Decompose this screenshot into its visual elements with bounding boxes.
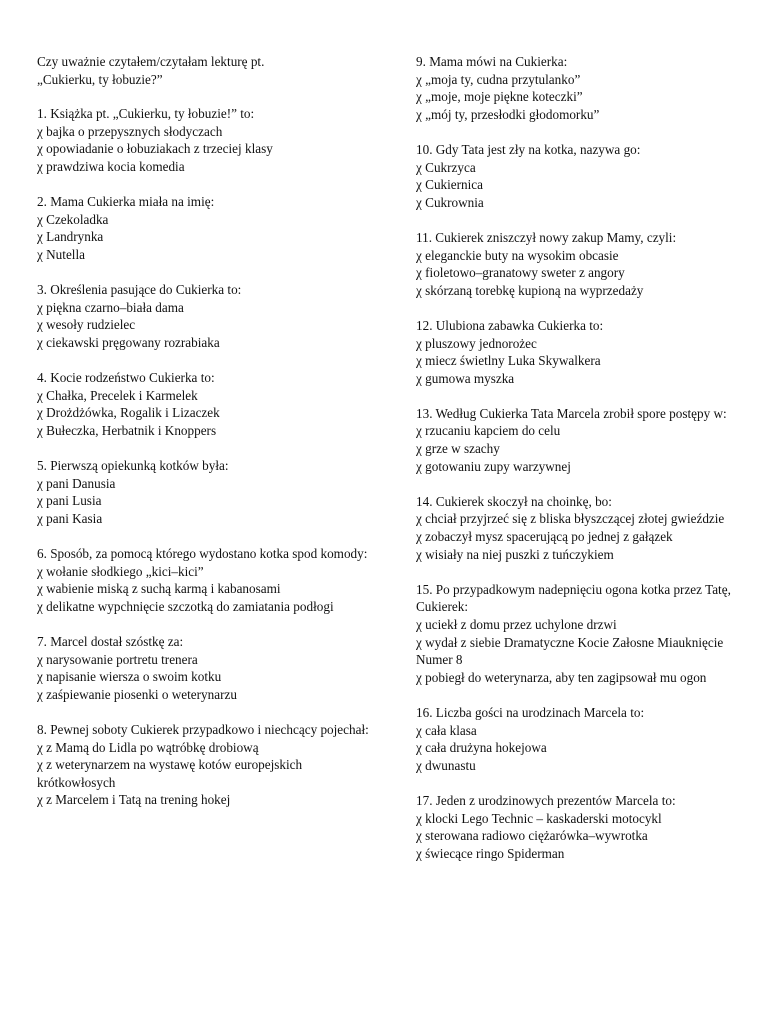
answer-option[interactable] bbox=[37, 739, 382, 757]
answer-option-label: pani Lusia bbox=[46, 493, 102, 509]
answer-option[interactable] bbox=[416, 194, 734, 212]
answer-option[interactable] bbox=[37, 475, 382, 493]
answer-option-label: wisiały na niej puszki z tuńczykiem bbox=[425, 546, 614, 562]
answer-option[interactable] bbox=[416, 335, 734, 353]
checkbox-marker-icon[interactable]: χ bbox=[416, 458, 422, 474]
answer-option[interactable] bbox=[416, 422, 734, 440]
question-15 bbox=[416, 581, 734, 687]
answer-option-label: narysowanie portretu trenera bbox=[46, 651, 198, 667]
question-text: 15. Po przypadkowym nadepnięciu ogona kotka przez Tatę, Cukierek: bbox=[416, 581, 731, 615]
checkbox-marker-icon[interactable]: χ bbox=[416, 370, 422, 386]
question-1 bbox=[37, 105, 382, 175]
answer-option[interactable] bbox=[416, 71, 734, 89]
checkbox-marker-icon[interactable]: χ bbox=[416, 335, 422, 351]
answer-option[interactable] bbox=[37, 140, 382, 158]
answer-option[interactable] bbox=[416, 282, 734, 300]
question-11 bbox=[416, 229, 734, 299]
answer-option-label: chciał przyjrzeć się z bliska błyszczącej złotej gwieździe bbox=[425, 511, 725, 527]
answer-option-label: piękna czarno–biała dama bbox=[46, 299, 184, 315]
checkbox-marker-icon[interactable]: χ bbox=[416, 511, 422, 527]
question-text: 2. Mama Cukierka miała na imię: bbox=[37, 194, 215, 210]
checkbox-marker-icon[interactable]: χ bbox=[416, 669, 422, 685]
answer-option-label: fioletowo–granatowy sweter z angory bbox=[425, 265, 625, 281]
checkbox-marker-icon[interactable]: χ bbox=[416, 757, 422, 773]
answer-option[interactable] bbox=[37, 510, 382, 528]
checkbox-marker-icon[interactable]: χ bbox=[416, 194, 422, 210]
checkbox-marker-icon[interactable]: χ bbox=[37, 493, 43, 509]
question-text: 14. Cukierek skoczył na choinkę, bo: bbox=[416, 493, 612, 509]
checkbox-marker-icon[interactable]: χ bbox=[416, 828, 422, 844]
question-13 bbox=[416, 405, 734, 475]
question-5 bbox=[37, 457, 382, 527]
question-3 bbox=[37, 281, 382, 351]
question-text: 4. Kocie rodzeństwo Cukierka to: bbox=[37, 370, 215, 386]
answer-option[interactable] bbox=[416, 546, 734, 564]
answer-option-label: zobaczył mysz spacerującą po jednej z gałązek bbox=[425, 529, 673, 545]
checkbox-marker-icon[interactable]: χ bbox=[416, 617, 422, 632]
checkbox-marker-icon[interactable]: χ bbox=[416, 546, 422, 562]
checkbox-marker-icon[interactable]: χ bbox=[37, 299, 43, 315]
checkbox-marker-icon[interactable]: χ bbox=[37, 792, 43, 808]
answer-option[interactable] bbox=[416, 247, 734, 265]
answer-option[interactable] bbox=[37, 158, 382, 176]
answer-option-label: wabienie miską z suchą karmą i kabanosami bbox=[46, 581, 281, 597]
question-text: 1. Książka pt. „Cukierku, ty łobuzie!” to: bbox=[37, 106, 255, 122]
answer-option[interactable] bbox=[416, 106, 734, 124]
answer-option[interactable] bbox=[416, 510, 734, 528]
checkbox-marker-icon[interactable]: χ bbox=[37, 422, 43, 438]
answer-option-label: sterowana radiowo ciężarówka–wywrotka bbox=[425, 828, 648, 844]
checkbox-marker-icon[interactable]: χ bbox=[416, 441, 422, 457]
title-line-2: „Cukierku, ty łobuzie?” bbox=[37, 71, 163, 87]
checkbox-marker-icon[interactable]: χ bbox=[37, 739, 43, 755]
answer-option[interactable] bbox=[37, 668, 382, 686]
checkbox-marker-icon[interactable]: χ bbox=[37, 141, 43, 157]
answer-option[interactable] bbox=[37, 492, 382, 510]
answer-option[interactable] bbox=[416, 370, 734, 388]
answer-option-label: „moje, moje piękne koteczki” bbox=[425, 89, 583, 105]
answer-option-label: delikatne wypchnięcie szczotką do zamiatania podłogi bbox=[46, 598, 334, 614]
answer-option-label: „mój ty, przesłodki głodomorku” bbox=[425, 106, 600, 122]
checkbox-marker-icon[interactable]: χ bbox=[37, 246, 43, 262]
question-text: 11. Cukierek zniszczył nowy zakup Mamy, czyli: bbox=[416, 229, 677, 245]
answer-option-label: gotowaniu zupy warzywnej bbox=[425, 458, 571, 474]
answer-option-label: grze w szachy bbox=[425, 441, 500, 457]
answer-option-label: pluszowy jednorożec bbox=[425, 335, 537, 351]
question-7 bbox=[37, 633, 382, 703]
answer-option[interactable] bbox=[37, 404, 382, 422]
answer-option[interactable] bbox=[416, 810, 734, 828]
checkbox-marker-icon[interactable]: χ bbox=[416, 845, 422, 861]
answer-option-label: gumowa myszka bbox=[425, 370, 515, 386]
answer-option[interactable] bbox=[416, 845, 734, 863]
checkbox-marker-icon[interactable]: χ bbox=[416, 265, 422, 281]
question-17 bbox=[416, 792, 734, 862]
question-list-right bbox=[416, 53, 734, 862]
answer-option-label: miecz świetlny Luka Skywalkera bbox=[425, 353, 601, 369]
answer-option-label: pobiegł do weterynarza, aby ten zagipsował mu ogon bbox=[425, 669, 707, 685]
checkbox-marker-icon[interactable]: χ bbox=[37, 405, 43, 421]
answer-option-label: pani Danusia bbox=[46, 475, 116, 491]
checkbox-marker-icon[interactable]: χ bbox=[416, 353, 422, 369]
answer-option[interactable] bbox=[37, 246, 382, 264]
answer-option-label: cała klasa bbox=[425, 722, 477, 738]
answer-option-label: wołanie słodkiego „kici–kici” bbox=[46, 563, 204, 579]
question-9 bbox=[416, 53, 734, 123]
question-2 bbox=[37, 193, 382, 263]
right-column bbox=[416, 53, 734, 880]
checkbox-marker-icon[interactable]: χ bbox=[37, 317, 43, 333]
answer-option-label: zaśpiewanie piosenki o weterynarzu bbox=[46, 686, 237, 702]
answer-option[interactable] bbox=[37, 563, 382, 581]
checkbox-marker-icon[interactable]: χ bbox=[416, 529, 422, 545]
question-text: 16. Liczba gości na urodzinach Marcela to: bbox=[416, 704, 645, 720]
question-12 bbox=[416, 317, 734, 387]
answer-option[interactable] bbox=[416, 757, 734, 775]
checkbox-marker-icon[interactable]: χ bbox=[416, 247, 422, 263]
answer-option[interactable] bbox=[416, 528, 734, 546]
answer-option-label: bajka o przepysznych słodyczach bbox=[46, 123, 223, 139]
checkbox-marker-icon[interactable]: χ bbox=[416, 423, 422, 439]
answer-option-label: Cukiernica bbox=[425, 177, 484, 193]
question-text: 12. Ulubiona zabawka Cukierka to: bbox=[416, 317, 604, 333]
answer-option[interactable] bbox=[416, 634, 734, 669]
answer-option[interactable] bbox=[37, 791, 382, 809]
answer-option[interactable] bbox=[416, 739, 734, 757]
answer-option-label: uciekł z domu przez uchylone drzwi bbox=[425, 617, 617, 632]
answer-option[interactable] bbox=[37, 756, 382, 791]
answer-option[interactable] bbox=[416, 458, 734, 476]
checkbox-marker-icon[interactable]: χ bbox=[416, 282, 422, 298]
checkbox-marker-icon[interactable]: χ bbox=[416, 159, 422, 175]
checkbox-marker-icon[interactable]: χ bbox=[416, 634, 422, 650]
checkbox-marker-icon[interactable]: χ bbox=[37, 669, 43, 685]
answer-option[interactable] bbox=[37, 651, 382, 669]
checkbox-marker-icon[interactable]: χ bbox=[37, 475, 43, 491]
question-text: 9. Mama mówi na Cukierka: bbox=[416, 54, 568, 69]
answer-option-label: Drożdżówka, Rogalik i Lizaczek bbox=[46, 405, 220, 421]
answer-option-label: z Mamą do Lidla po wątróbkę drobiową bbox=[46, 739, 259, 755]
checkbox-marker-icon[interactable]: χ bbox=[37, 686, 43, 702]
answer-option[interactable] bbox=[416, 616, 734, 634]
checkbox-marker-icon[interactable]: χ bbox=[37, 334, 43, 350]
answer-option-label: klocki Lego Technic – kaskaderski motocykl bbox=[425, 810, 662, 826]
answer-option-label: ciekawski pręgowany rozrabiaka bbox=[46, 334, 220, 350]
answer-option-label: wesoły rudzielec bbox=[46, 317, 136, 333]
checkbox-marker-icon[interactable]: χ bbox=[37, 229, 43, 245]
answer-option-label: Cukrownia bbox=[425, 194, 484, 210]
answer-option-label: Cukrzyca bbox=[425, 159, 476, 175]
answer-option-label: z Marcelem i Tatą na trening hokej bbox=[46, 792, 231, 808]
answer-option[interactable] bbox=[416, 352, 734, 370]
checkbox-marker-icon[interactable]: χ bbox=[416, 89, 422, 105]
answer-option[interactable] bbox=[416, 88, 734, 106]
answer-option[interactable] bbox=[416, 159, 734, 177]
checkbox-marker-icon[interactable]: χ bbox=[37, 581, 43, 597]
answer-option-label: wydał z siebie Dramatyczne Kocie Załosne Miauknięcie Numer 8 bbox=[416, 634, 724, 668]
checkbox-marker-icon[interactable]: χ bbox=[416, 71, 422, 87]
question-6 bbox=[37, 545, 382, 615]
question-text: 8. Pewnej soboty Cukierek przypadkowo i niechcący pojechał: bbox=[37, 721, 369, 737]
question-8 bbox=[37, 721, 382, 809]
question-text: 10. Gdy Tata jest zły na kotka, nazywa go: bbox=[416, 141, 641, 157]
checkbox-marker-icon[interactable]: χ bbox=[416, 106, 422, 122]
answer-option[interactable] bbox=[416, 264, 734, 282]
question-text: 7. Marcel dostał szóstkę za: bbox=[37, 634, 184, 649]
answer-option-label: dwunastu bbox=[425, 757, 476, 773]
answer-option-label: eleganckie buty na wysokim obcasie bbox=[425, 247, 619, 263]
question-16 bbox=[416, 704, 734, 774]
answer-option[interactable] bbox=[37, 422, 382, 440]
answer-option-label: rzucaniu kapciem do celu bbox=[425, 423, 561, 439]
checkbox-marker-icon[interactable]: χ bbox=[416, 740, 422, 756]
answer-option[interactable] bbox=[37, 686, 382, 704]
answer-option-label: „moja ty, cudna przytulanko” bbox=[425, 71, 581, 87]
question-list-left bbox=[37, 105, 382, 809]
answer-option-label: Landrynka bbox=[46, 229, 104, 245]
checkbox-marker-icon[interactable]: χ bbox=[416, 177, 422, 193]
checkbox-marker-icon[interactable]: χ bbox=[416, 810, 422, 826]
answer-option-label: napisanie wiersza o swoim kotku bbox=[46, 669, 222, 685]
answer-option[interactable] bbox=[416, 176, 734, 194]
left-column bbox=[37, 53, 382, 827]
question-14 bbox=[416, 493, 734, 563]
checkbox-marker-icon[interactable]: χ bbox=[37, 158, 43, 174]
question-10 bbox=[416, 141, 734, 211]
answer-option[interactable] bbox=[416, 722, 734, 740]
answer-option[interactable] bbox=[37, 387, 382, 405]
answer-option-label: z weterynarzem na wystawę kotów europejskich krótkowłosych bbox=[37, 757, 303, 790]
answer-option-label: prawdziwa kocia komedia bbox=[46, 158, 185, 174]
checkbox-marker-icon[interactable]: χ bbox=[37, 757, 43, 773]
answer-option-label: skórzaną torebkę kupioną na wyprzedaży bbox=[425, 282, 644, 298]
answer-option-label: pani Kasia bbox=[46, 510, 103, 526]
answer-option-label: cała drużyna hokejowa bbox=[425, 740, 547, 756]
question-text: 17. Jeden z urodzinowych prezentów Marcela to: bbox=[416, 792, 676, 808]
answer-option[interactable] bbox=[37, 228, 382, 246]
checkbox-marker-icon[interactable]: χ bbox=[37, 563, 43, 579]
answer-option[interactable] bbox=[37, 598, 382, 616]
answer-option[interactable] bbox=[416, 440, 734, 458]
answer-option-label: Nutella bbox=[46, 246, 85, 262]
answer-option-label: Bułeczka, Herbatnik i Knoppers bbox=[46, 422, 217, 438]
answer-option-label: Czekoladka bbox=[46, 211, 109, 227]
answer-option[interactable] bbox=[416, 669, 734, 687]
question-text: 6. Sposób, za pomocą którego wydostano kotka spod komody: bbox=[37, 546, 368, 562]
question-4 bbox=[37, 369, 382, 439]
checkbox-marker-icon[interactable]: χ bbox=[37, 510, 43, 526]
quiz-title bbox=[37, 53, 382, 88]
checkbox-marker-icon[interactable]: χ bbox=[37, 123, 43, 139]
answer-option[interactable] bbox=[37, 299, 382, 317]
answer-option[interactable] bbox=[37, 334, 382, 352]
question-text: 3. Określenia pasujące do Cukierka to: bbox=[37, 282, 242, 298]
answer-option-label: opowiadanie o łobuziakach z trzeciej klasy bbox=[46, 141, 273, 157]
checkbox-marker-icon[interactable]: χ bbox=[416, 722, 422, 738]
checkbox-marker-icon[interactable]: χ bbox=[37, 211, 43, 227]
title-line-1: Czy uważnie czytałem/czytałam lekturę pt. bbox=[37, 54, 265, 69]
answer-option[interactable] bbox=[37, 123, 382, 141]
answer-option[interactable] bbox=[37, 316, 382, 334]
question-text: 13. Według Cukierka Tata Marcela zrobił spore postępy w: bbox=[416, 405, 727, 421]
question-text: 5. Pierwszą opiekunką kotków była: bbox=[37, 458, 229, 474]
answer-option-label: świecące ringo Spiderman bbox=[425, 845, 565, 861]
checkbox-marker-icon[interactable]: χ bbox=[37, 387, 43, 403]
answer-option[interactable] bbox=[416, 827, 734, 845]
answer-option[interactable] bbox=[37, 580, 382, 598]
answer-option-label: Chałka, Precelek i Karmelek bbox=[46, 387, 198, 403]
answer-option[interactable] bbox=[37, 211, 382, 229]
checkbox-marker-icon[interactable]: χ bbox=[37, 598, 43, 614]
checkbox-marker-icon[interactable]: χ bbox=[37, 651, 43, 667]
